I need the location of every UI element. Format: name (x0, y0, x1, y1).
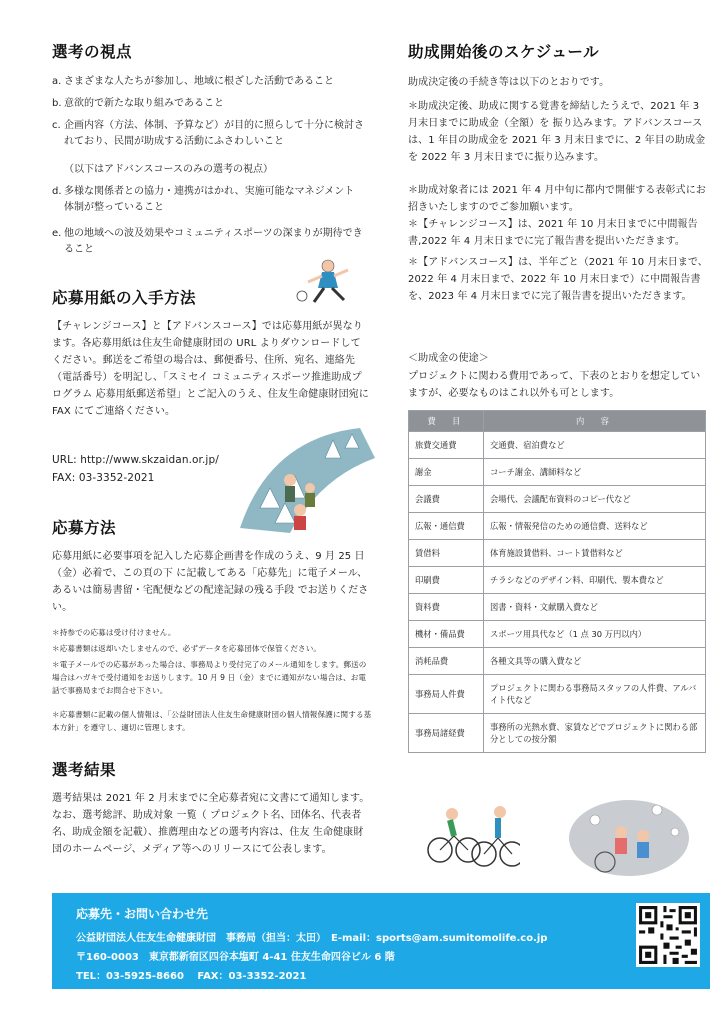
schedule-item-4: ＊【アドバンスコース】は、半年ごと（2021 年 10 月末日まで、2022 年 4 月末日まで、2022 年 10 月末日まで）に中間報告書を、2023 年 4 月末日までに完了報告書を提出いただきます。 (408, 257, 708, 302)
schedule-item-1: ＊助成決定後、助成に関する覚書を締結したうえで、2021 年 3 月末日までに助成金（全額）を 振り込みます。アドバンスコースは、1 年目の助成金を 2021 年 3 月末日までに、2 年目の助成金を 2022 年 3 月末日までに振り込みます。 (408, 101, 706, 163)
method-note-2: ＊応募書類は返却いたしませんので、必ずデータを応募団体で保管ください。 (52, 644, 322, 653)
usage-body: プロジェクトに関わる費用であって、下表のとおりを想定していますが、必要なものはこれ以外も可とします。 (408, 371, 701, 399)
soccer-player-illustration (288, 258, 358, 306)
selection-item-c: c. 企画内容（方法、体制、予算など）が目的に照らして十分に検討されており、民間が助成する活動にふさわしいこと (52, 120, 364, 147)
schedule-item-3: ＊【チャレンジコース】は、2021 年 10 月末日までに中間報告書,2022 年 4 月末日までに完了報告書を提出いただきます。 (408, 219, 698, 247)
cost-item: 賃借料 (409, 540, 484, 567)
hiking-group-illustration (230, 418, 380, 536)
contact-address: 〒160-0003 東京都新宿区四谷本塩町 4-41 住友生命四谷ビル 6 階 (76, 952, 395, 963)
usage-heading: ＜助成金の使途＞ (408, 353, 489, 364)
cost-content: チラシなどのデザイン料、印刷代、製本費など (484, 567, 706, 594)
form-url: URL: http://www.skzaidan.or.jp/ (52, 454, 219, 466)
cost-item: 消耗品費 (409, 648, 484, 675)
cost-table (408, 410, 706, 753)
cost-item: 印刷費 (409, 567, 484, 594)
cost-table-header-content: 内 容 (484, 411, 706, 432)
cost-content: 交通費、宿泊費など (484, 432, 706, 459)
method-body: 応募用紙に必要事項を記入した応募企画書を作成のうえ、9 月 25 日（金）必着で、この頁の下 に記載してある「応募先」に電子メール、あるいは簡易書留・宅配便などの配達記録の残る手段 でお送りください。 (52, 551, 369, 613)
cost-item: 事務局人件費 (409, 675, 484, 714)
method-note-4: ＊応募書類に記載の個人情報は、「公益財団法人住友生命健康財団の個人情報保護に関する基本方針」を遵守し、適切に管理します。 (52, 710, 372, 732)
method-note-1: ＊持参での応募は受け付けません。 (52, 628, 176, 637)
result-body: 選考結果は 2021 年 2 月末までに全応募者宛に文書にて通知します。なお、選考総評、助成対象 一覧（ プロジェクト名、団体名、代表者名、助成金額を記載）、推薦理由などの選考内容は、住友 生命健康財団のホームページ、メディア等へのリリースにて公表します。 (52, 793, 370, 855)
selection-note-advance: （以下はアドバンスコースのみの選考の視点） (64, 164, 273, 175)
table-row (409, 621, 706, 648)
table-row (409, 594, 706, 621)
selection-item-e: e. 他の地域への波及効果やコミュニティスポーツの深まりが期待できること (52, 228, 363, 255)
table-row (409, 459, 706, 486)
method-title: 応募方法 (52, 519, 117, 537)
selection-item-b: b. 意欲的で新たな取り組みであること (52, 98, 224, 109)
contact-box (52, 893, 710, 989)
table-row (409, 540, 706, 567)
cost-table-header (409, 411, 706, 432)
schedule-item-2: ＊助成対象者には 2021 年 4 月中旬に都内で開催する表彰式にお招きいたしますのでご参加願います。 (408, 185, 706, 213)
cost-content: 各種文具等の購入費など (484, 648, 706, 675)
cost-content: コーチ謝金、講師料など (484, 459, 706, 486)
right-column (408, 0, 708, 1024)
cost-item: 広報・通信費 (409, 513, 484, 540)
contact-org: 公益財団法人住友生命健康財団 事務局（担当：太田） E-mail：sports@am.sumitomolife.co.jp (76, 933, 548, 944)
table-row (409, 486, 706, 513)
qr-code-icon[interactable] (636, 903, 700, 967)
cost-table-header-item: 費 目 (409, 411, 484, 432)
cost-content: プロジェクトに関わる事務局スタッフの人件費、アルバイト代など (484, 675, 706, 714)
form-title: 応募用紙の入手方法 (52, 289, 197, 307)
table-row (409, 567, 706, 594)
method-note-3: ＊電子メールでの応募があった場合は、事務局より受付完了のメール通知をします。郵送の場合はハガキで受付通知をお送りします。10 月 9 日（金）までに通知がない場合は、お電話で事務局までお問合せ下さい。 (52, 660, 367, 695)
selection-title: 選考の視点 (52, 43, 133, 61)
cost-item: 資料費 (409, 594, 484, 621)
cost-content: 広報・情報発信のための通信費、送料など (484, 513, 706, 540)
result-title: 選考結果 (52, 761, 117, 779)
cost-item: 機材・備品費 (409, 621, 484, 648)
table-row (409, 513, 706, 540)
contact-tel: TEL：03-5925-8660 FAX：03-3352-2021 (76, 971, 307, 982)
cost-item: 事務局諸経費 (409, 714, 484, 753)
cost-item: 謝金 (409, 459, 484, 486)
form-body: 【チャレンジコース】と【アドバンスコース】では応募用紙が異なります。各応募用紙は住友生命健康財団の URL よりダウンロードしてください。郵送をご希望の場合は、郵便番号、住所、宛名、連絡先（電話番号）を明記し、「スミセイ コミュニティスポーツ推進助成プログラム 応募用紙郵送希望」とご記入のうえ、住友生命健康財団宛に FAX にてご連絡ください。 (52, 321, 369, 417)
selection-item-d: d. 多様な関係者との協力・連携がはかれ、実施可能なマネジメント体制が整っていること (52, 186, 355, 213)
contact-title: 応募先・お問い合わせ先 (76, 907, 209, 921)
cost-item: 旅費交通費 (409, 432, 484, 459)
table-row (409, 675, 706, 714)
table-row (409, 648, 706, 675)
cost-content: スポーツ用具代など（1 点 30 万円以内） (484, 621, 706, 648)
schedule-intro: 助成決定後の手続き等は以下のとおりです。 (408, 77, 610, 88)
table-row (409, 714, 706, 753)
table-row (409, 432, 706, 459)
cost-content: 会場代、会議配布資料のコピー代など (484, 486, 706, 513)
cost-content: 体育施設賃借料、コート賃借料など (484, 540, 706, 567)
cost-content: 事務所の光熱水費、家賃などでプロジェクトに関わる部分としての按分額 (484, 714, 706, 753)
cost-item: 会議費 (409, 486, 484, 513)
form-fax: FAX: 03-3352-2021 (52, 472, 155, 484)
selection-item-a: a. さまざまな人たちが参加し、地域に根ざした活動であること (52, 76, 334, 87)
cost-content: 図書・資料・文献購入費など (484, 594, 706, 621)
schedule-title: 助成開始後のスケジュール (408, 43, 600, 61)
